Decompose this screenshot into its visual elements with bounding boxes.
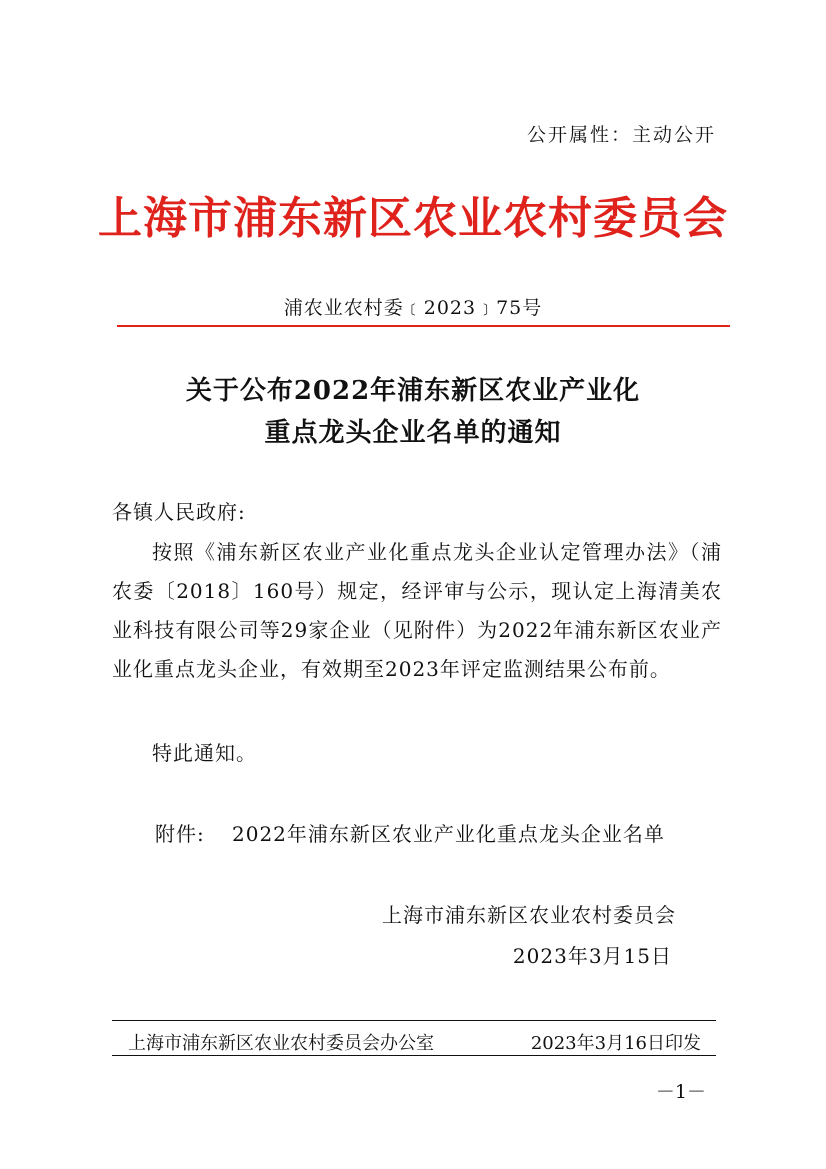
red-header-divider [117, 325, 730, 327]
signature-date: 2023年3月15日 [512, 944, 672, 968]
signature-organization: 上海市浦东新区农业农村委员会 [382, 903, 676, 927]
issuing-organization-header: 上海市浦东新区农业农村委员会 [98, 193, 728, 244]
footer-top-rule [112, 1020, 716, 1021]
closing-line: 特此通知。 [152, 741, 257, 765]
attachment-label: 附件: [155, 822, 205, 846]
document-title-line-1: 关于公布2022年浦东新区农业产业化 [185, 376, 641, 406]
disclosure-attribute: 公开属性：主动公开 [526, 124, 716, 146]
document-title-line-2: 重点龙头企业名单的通知 [264, 418, 562, 448]
footer-bottom-rule [112, 1055, 716, 1056]
page-number: －1－ [655, 1081, 706, 1103]
salutation: 各镇人民政府: [112, 500, 246, 524]
body-paragraph: 按照《浦东新区农业产业化重点龙头企业认定管理办法》（浦农委〔2018〕160号）规定，经评审与公示，现认定上海清美农业科技有限公司等29家企业（见附件）为2022年浦东新区农业产业化重点龙头企业，有效期至2023年评定监测结果公布前。 [112, 540, 722, 681]
attachment-title: 2022年浦东新区农业产业化重点龙头企业名单 [232, 822, 665, 846]
footer-issue-date: 2023年3月16日印发 [530, 1033, 701, 1054]
document-number: 浦农业农村委﹝2023﹞75号 [283, 297, 543, 319]
footer-issuing-office: 上海市浦东新区农业农村委员会办公室 [128, 1033, 434, 1054]
